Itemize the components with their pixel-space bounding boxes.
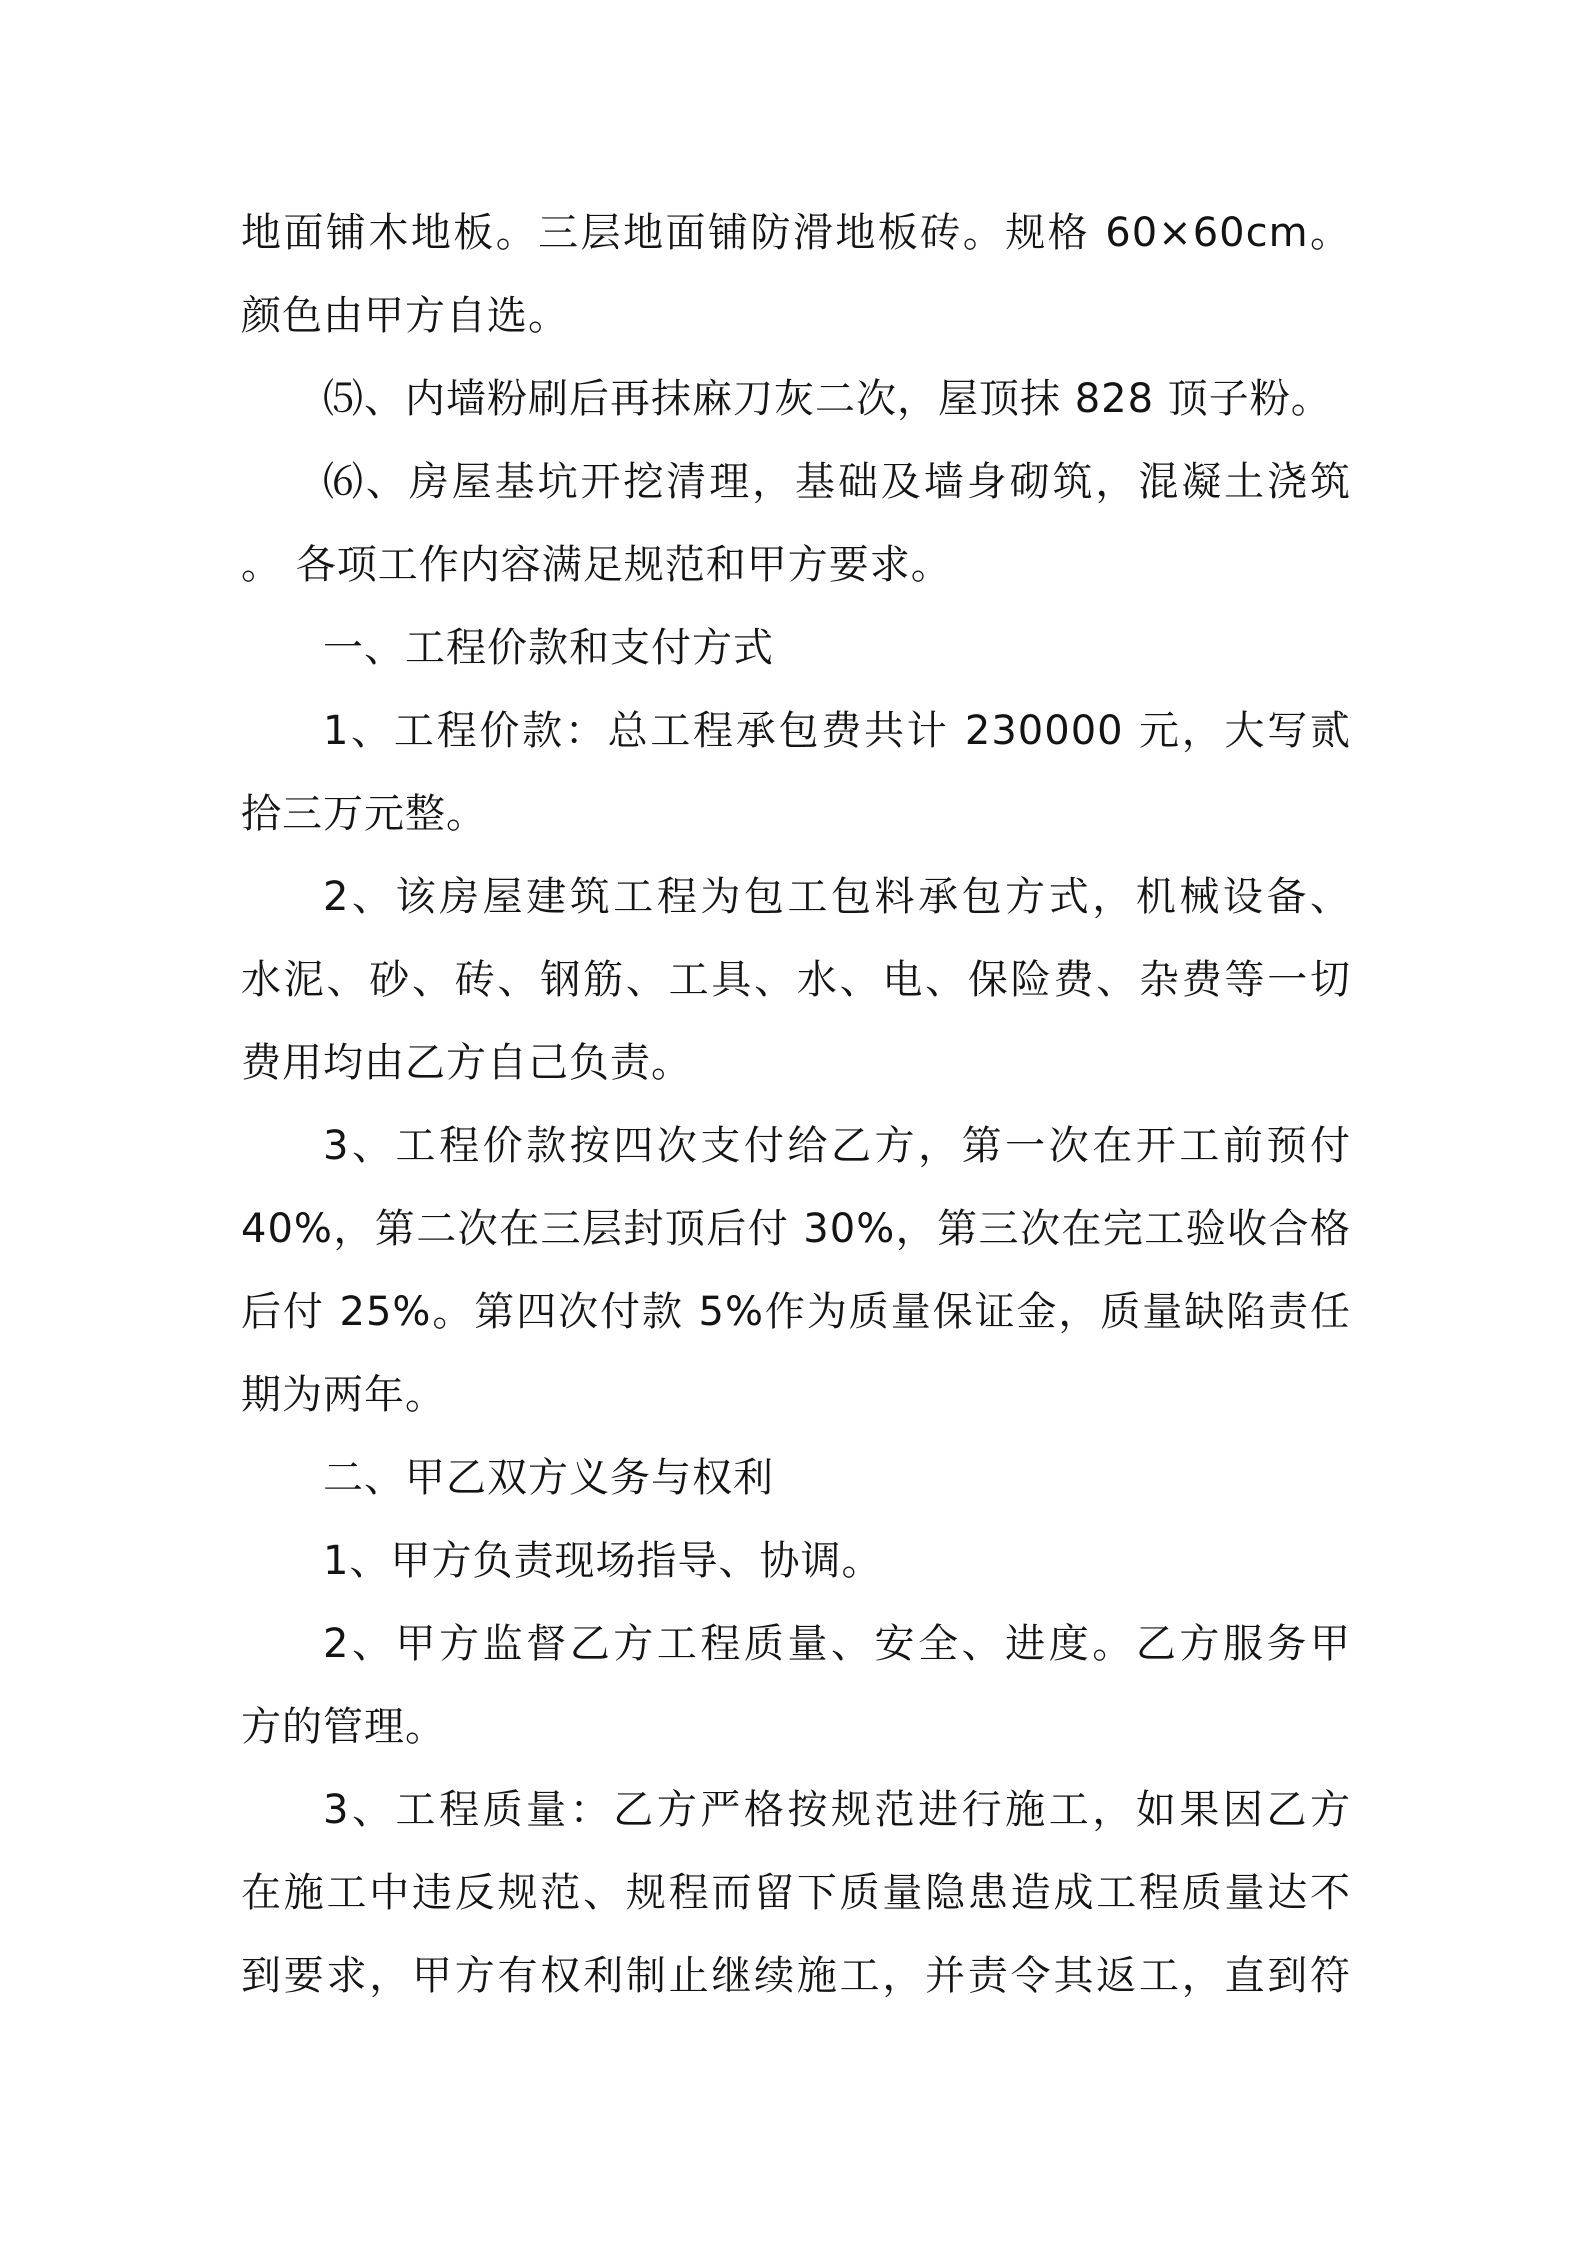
text-line: 1、工程价款：总工程承包费共计 230000 元，大写贰	[323, 708, 1351, 754]
text-line: 3、工程价款按四次支付给乙方，第一次在开工前预付	[323, 1123, 1351, 1169]
text-line: 后付 25%。第四次付款 5%作为质量保证金，质量缺陷责任	[241, 1289, 1351, 1335]
text-line: 3、工程质量：乙方严格按规范进行施工，如果因乙方	[323, 1787, 1351, 1833]
text-line: 地面铺木地板。三层地面铺防滑地板砖。规格 60×60cm。	[241, 210, 1351, 256]
text-line: 2、甲方监督乙方工程质量、安全、进度。乙方服务甲	[323, 1621, 1351, 1667]
text-line: 1、甲方负责现场指导、协调。	[323, 1538, 883, 1584]
text-line: 2、该房屋建筑工程为包工包料承包方式，机械设备、	[323, 874, 1351, 920]
text-line: 水泥、砂、砖、钢筋、工具、水、电、保险费、杂费等一切	[241, 957, 1351, 1003]
text-line: 在施工中违反规范、规程而留下质量隐患造成工程质量达不	[241, 1870, 1351, 1916]
section-heading: 二、甲乙双方义务与权利	[323, 1455, 774, 1501]
text-line: 40%，第二次在三层封顶后付 30%，第三次在完工验收合格	[241, 1206, 1351, 1252]
text-line: 方的管理。	[241, 1704, 446, 1750]
document-body	[241, 192, 1351, 2018]
text-line: 期为两年。	[241, 1372, 446, 1418]
text-line: ⑸、内墙粉刷后再抹麻刀灰二次，屋顶抹 828 顶子粉。	[323, 376, 1332, 422]
text-line: ⑹、房屋基坑开挖清理，基础及墙身砌筑，混凝土浇筑	[323, 459, 1351, 505]
text-line: 。 各项工作内容满足规范和甲方要求。	[241, 542, 952, 588]
section-heading: 一、工程价款和支付方式	[323, 625, 774, 671]
text-line: 拾三万元整。	[241, 791, 487, 837]
text-line: 费用均由乙方自己负责。	[241, 1040, 692, 1086]
text-line: 颜色由甲方自选。	[241, 293, 569, 339]
text-line: 到要求，甲方有权利制止继续施工，并责令其返工，直到符	[241, 1953, 1351, 1999]
